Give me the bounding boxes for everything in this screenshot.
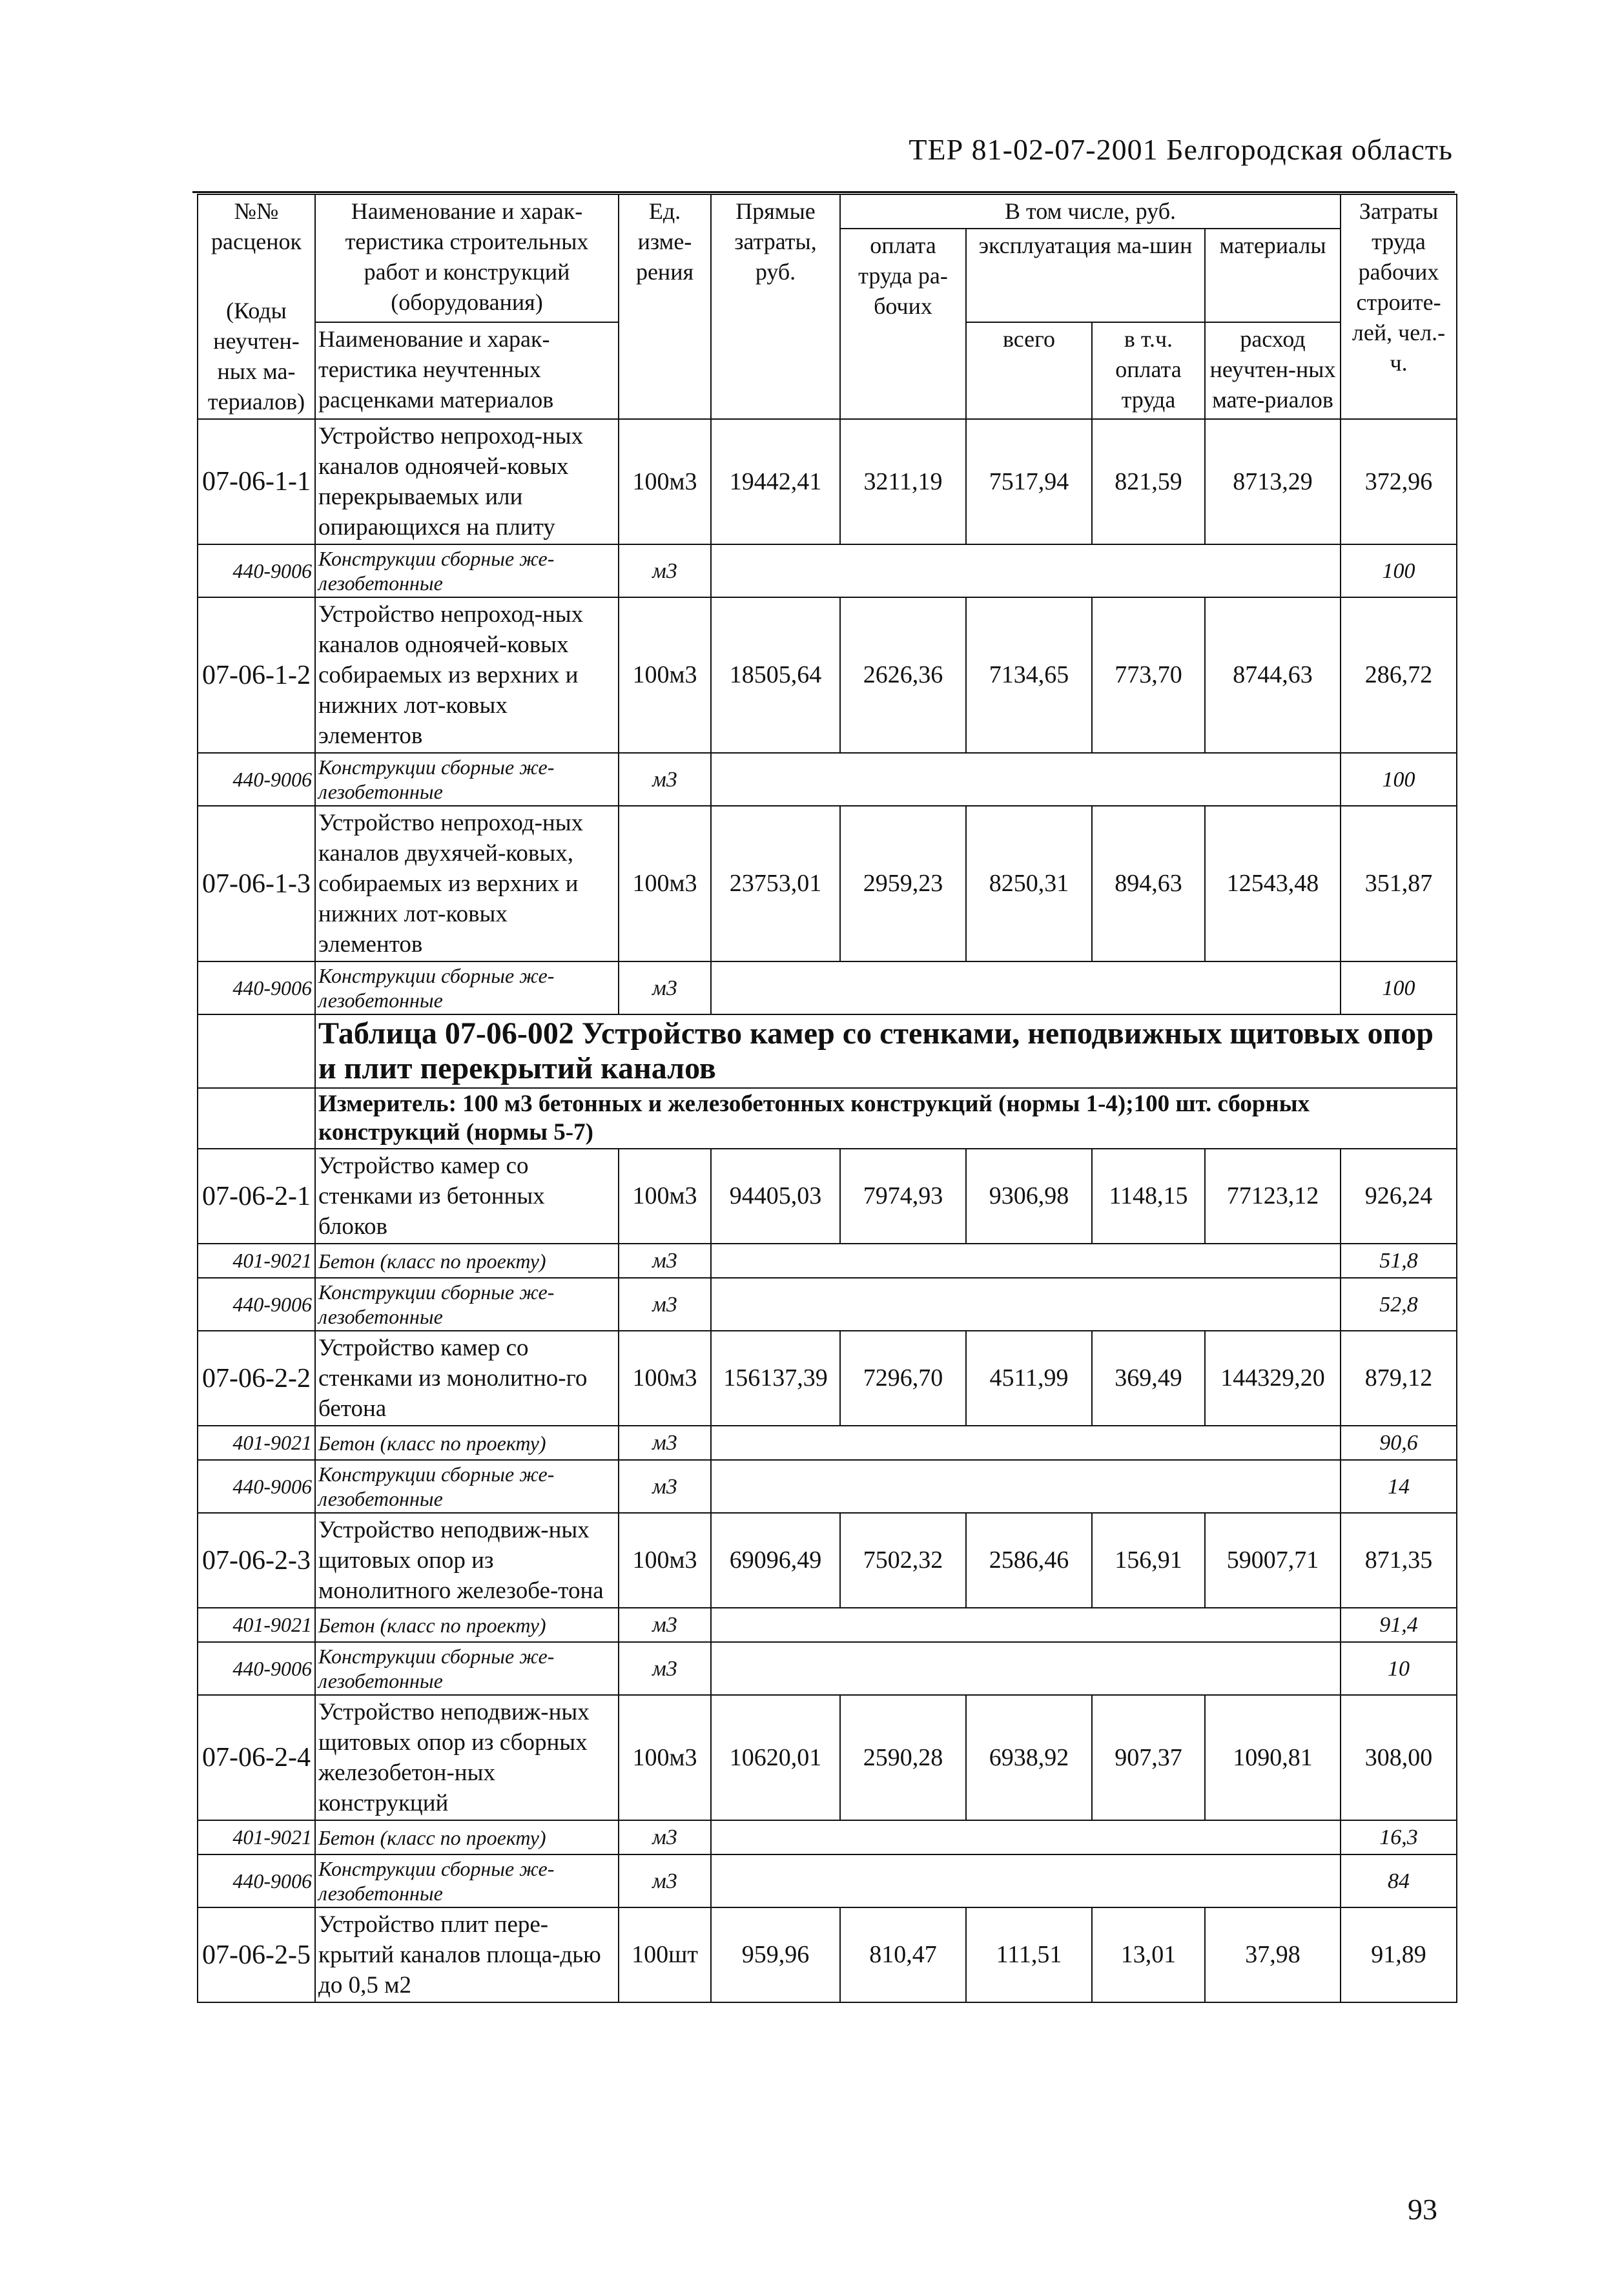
table-title: Таблица 07-06-002 Устройство камер со стенками, неподвижных щитовых опор и плит перекрытий каналов [315, 1014, 1457, 1088]
material-qty: 100 [1341, 961, 1457, 1014]
table-title-row [198, 1014, 1457, 1088]
empty-cell [711, 544, 1341, 597]
col-header-code: №№ расценок (Коды неучтен-ных ма-териалов) [198, 194, 315, 419]
material-costs: 37,98 [1205, 1907, 1341, 2002]
empty-cell [711, 1278, 1341, 1331]
work-name: Устройство камер со стенками из монолитно-го бетона [315, 1331, 619, 1426]
rate-code: 07-06-2-4 [198, 1695, 315, 1820]
material-row [198, 1426, 1457, 1460]
empty-cell [711, 1426, 1341, 1460]
material-costs: 1090,81 [1205, 1695, 1341, 1820]
material-qty: 91,4 [1341, 1608, 1457, 1642]
material-costs: 8713,29 [1205, 419, 1341, 544]
work-name: Устройство неподвиж-ных щитовых опор из сборных железобетон-ных конструкций [315, 1695, 619, 1820]
empty-cell [711, 961, 1341, 1014]
machine-wage-costs: 1148,15 [1092, 1149, 1205, 1244]
col-header-direct: Прямые затраты, руб. [711, 194, 840, 419]
material-name: Бетон (класс по проекту) [315, 1820, 619, 1854]
empty-cell [711, 1608, 1341, 1642]
material-costs: 12543,48 [1205, 806, 1341, 961]
empty-cell [711, 1854, 1341, 1907]
material-row [198, 1642, 1457, 1695]
material-qty: 100 [1341, 544, 1457, 597]
material-code: 401-9021 [198, 1608, 315, 1642]
unit: 100шт [619, 1907, 711, 2002]
direct-costs: 94405,03 [711, 1149, 840, 1244]
table-row [198, 1513, 1457, 1608]
col-header-code-sub: (Коды неучтен-ных ма-териалов) [207, 298, 305, 415]
machine-wage-costs: 369,49 [1092, 1331, 1205, 1426]
material-qty: 90,6 [1341, 1426, 1457, 1460]
wage-costs: 2590,28 [840, 1695, 966, 1820]
material-costs: 8744,63 [1205, 597, 1341, 753]
unit: 100м3 [619, 1149, 711, 1244]
table-row [198, 1695, 1457, 1820]
wage-costs: 3211,19 [840, 419, 966, 544]
material-row [198, 1820, 1457, 1854]
machine-costs: 8250,31 [966, 806, 1092, 961]
machine-wage-costs: 894,63 [1092, 806, 1205, 961]
col-header-incl: В том числе, руб. [840, 194, 1341, 229]
material-unit: м3 [619, 1244, 711, 1278]
material-unit: м3 [619, 753, 711, 806]
col-header-machine-wage: в т.ч. оплата труда [1092, 322, 1205, 420]
rate-code: 07-06-2-5 [198, 1907, 315, 2002]
material-qty: 52,8 [1341, 1278, 1457, 1331]
col-header-materials-sub: расход неучтен-ных мате-риалов [1205, 322, 1341, 420]
material-name: Конструкции сборные же-лезобетонные [315, 1854, 619, 1907]
table-row [198, 1149, 1457, 1244]
direct-costs: 156137,39 [711, 1331, 840, 1426]
material-code: 440-9006 [198, 961, 315, 1014]
material-code: 440-9006 [198, 1278, 315, 1331]
table-meter: Измеритель: 100 м3 бетонных и железобетонных конструкций (нормы 1-4);100 шт. сборных конструкций (нормы 5-7) [315, 1088, 1457, 1149]
rates-table [197, 194, 1457, 2003]
machine-costs: 9306,98 [966, 1149, 1092, 1244]
work-name: Устройство непроход-ных каналов одноячей-ковых перекрываемых или опирающихся на плиту [315, 419, 619, 544]
empty-cell [711, 1244, 1341, 1278]
material-row [198, 1460, 1457, 1513]
material-name: Конструкции сборные же-лезобетонные [315, 1460, 619, 1513]
material-unit: м3 [619, 1608, 711, 1642]
material-row [198, 1854, 1457, 1907]
material-row [198, 1278, 1457, 1331]
machine-costs: 111,51 [966, 1907, 1092, 2002]
material-qty: 51,8 [1341, 1244, 1457, 1278]
wage-costs: 7296,70 [840, 1331, 966, 1426]
material-qty: 16,3 [1341, 1820, 1457, 1854]
material-unit: м3 [619, 544, 711, 597]
labor-costs: 926,24 [1341, 1149, 1457, 1244]
unit: 100м3 [619, 1331, 711, 1426]
labor-costs: 286,72 [1341, 597, 1457, 753]
machine-wage-costs: 821,59 [1092, 419, 1205, 544]
table-row [198, 597, 1457, 753]
material-name: Конструкции сборные же-лезобетонные [315, 544, 619, 597]
table-row [198, 1907, 1457, 2002]
empty-cell [711, 1642, 1341, 1695]
material-qty: 14 [1341, 1460, 1457, 1513]
work-name: Устройство плит пере-крытий каналов площа-дью до 0,5 м2 [315, 1907, 619, 2002]
table-row [198, 806, 1457, 961]
col-header-name: Наименование и харак-теристика строительных работ и конструкций (оборудования) [315, 194, 619, 322]
material-code: 440-9006 [198, 1642, 315, 1695]
labor-costs: 351,87 [1341, 806, 1457, 961]
material-code: 401-9021 [198, 1244, 315, 1278]
rate-code: 07-06-2-1 [198, 1149, 315, 1244]
material-costs: 144329,20 [1205, 1331, 1341, 1426]
unit: 100м3 [619, 597, 711, 753]
labor-costs: 871,35 [1341, 1513, 1457, 1608]
document-header: ТЕР 81-02-07-2001 Белгородская область [909, 133, 1453, 166]
material-name: Бетон (класс по проекту) [315, 1426, 619, 1460]
machine-wage-costs: 13,01 [1092, 1907, 1205, 2002]
direct-costs: 18505,64 [711, 597, 840, 753]
labor-costs: 308,00 [1341, 1695, 1457, 1820]
material-name: Конструкции сборные же-лезобетонные [315, 1642, 619, 1695]
direct-costs: 10620,01 [711, 1695, 840, 1820]
col-header-unit: Ед. изме-рения [619, 194, 711, 419]
material-unit: м3 [619, 1278, 711, 1331]
page-number: 93 [1408, 2193, 1437, 2226]
table-meter-row [198, 1088, 1457, 1149]
material-code: 440-9006 [198, 753, 315, 806]
material-unit: м3 [619, 1642, 711, 1695]
unit: 100м3 [619, 1513, 711, 1608]
rate-code: 07-06-2-2 [198, 1331, 315, 1426]
material-costs: 77123,12 [1205, 1149, 1341, 1244]
unit: 100м3 [619, 806, 711, 961]
empty-cell [711, 1460, 1341, 1513]
work-name: Устройство неподвиж-ных щитовых опор из монолитного железобе-тона [315, 1513, 619, 1608]
rate-code: 07-06-2-3 [198, 1513, 315, 1608]
work-name: Устройство непроход-ных каналов двухячей-ковых, собираемых из верхних и нижних лот-ковых элементов [315, 806, 619, 961]
labor-costs: 91,89 [1341, 1907, 1457, 2002]
material-unit: м3 [619, 1854, 711, 1907]
material-unit: м3 [619, 961, 711, 1014]
material-row [198, 1608, 1457, 1642]
machine-costs: 4511,99 [966, 1331, 1092, 1426]
col-header-machine: эксплуатация ма-шин [966, 229, 1205, 322]
wage-costs: 810,47 [840, 1907, 966, 2002]
col-header-labor: Затраты труда рабочих строите-лей, чел.-ч. [1341, 194, 1457, 419]
labor-costs: 372,96 [1341, 419, 1457, 544]
labor-costs: 879,12 [1341, 1331, 1457, 1426]
table-row [198, 419, 1457, 544]
wage-costs: 2959,23 [840, 806, 966, 961]
col-header-materials: материалы [1205, 229, 1341, 322]
material-name: Конструкции сборные же-лезобетонные [315, 753, 619, 806]
material-code: 440-9006 [198, 1460, 315, 1513]
material-qty: 100 [1341, 753, 1457, 806]
machine-wage-costs: 156,91 [1092, 1513, 1205, 1608]
wage-costs: 7974,93 [840, 1149, 966, 1244]
material-row [198, 544, 1457, 597]
header-rule [192, 191, 1455, 193]
wage-costs: 2626,36 [840, 597, 966, 753]
unit: 100м3 [619, 1695, 711, 1820]
rate-code: 07-06-1-2 [198, 597, 315, 753]
machine-costs: 6938,92 [966, 1695, 1092, 1820]
direct-costs: 19442,41 [711, 419, 840, 544]
material-code: 401-9021 [198, 1426, 315, 1460]
material-row [198, 753, 1457, 806]
work-name: Устройство непроход-ных каналов одноячей-ковых собираемых из верхних и нижних лот-ковых элементов [315, 597, 619, 753]
empty-cell [198, 1014, 315, 1088]
material-name: Бетон (класс по проекту) [315, 1244, 619, 1278]
table-row [198, 1331, 1457, 1426]
empty-cell [711, 753, 1341, 806]
machine-wage-costs: 907,37 [1092, 1695, 1205, 1820]
material-qty: 10 [1341, 1642, 1457, 1695]
material-qty: 84 [1341, 1854, 1457, 1907]
material-name: Конструкции сборные же-лезобетонные [315, 1278, 619, 1331]
col-header-machine-total: всего [966, 322, 1092, 420]
direct-costs: 69096,49 [711, 1513, 840, 1608]
material-unit: м3 [619, 1460, 711, 1513]
material-row [198, 961, 1457, 1014]
direct-costs: 959,96 [711, 1907, 840, 2002]
col-header-name-sub: Наименование и харак-теристика неучтенных расценками материалов [315, 322, 619, 420]
machine-wage-costs: 773,70 [1092, 597, 1205, 753]
machine-costs: 7517,94 [966, 419, 1092, 544]
work-name: Устройство камер со стенками из бетонных блоков [315, 1149, 619, 1244]
material-code: 440-9006 [198, 1854, 315, 1907]
unit: 100м3 [619, 419, 711, 544]
material-unit: м3 [619, 1426, 711, 1460]
material-name: Конструкции сборные же-лезобетонные [315, 961, 619, 1014]
material-unit: м3 [619, 1820, 711, 1854]
rate-code: 07-06-1-3 [198, 806, 315, 961]
col-header-wage: оплата труда ра-бочих [840, 229, 966, 419]
material-costs: 59007,71 [1205, 1513, 1341, 1608]
machine-costs: 7134,65 [966, 597, 1092, 753]
machine-costs: 2586,46 [966, 1513, 1092, 1608]
rate-code: 07-06-1-1 [198, 419, 315, 544]
material-row [198, 1244, 1457, 1278]
material-name: Бетон (класс по проекту) [315, 1608, 619, 1642]
wage-costs: 7502,32 [840, 1513, 966, 1608]
direct-costs: 23753,01 [711, 806, 840, 961]
empty-cell [711, 1820, 1341, 1854]
material-code: 440-9006 [198, 544, 315, 597]
material-code: 401-9021 [198, 1820, 315, 1854]
empty-cell [198, 1088, 315, 1149]
